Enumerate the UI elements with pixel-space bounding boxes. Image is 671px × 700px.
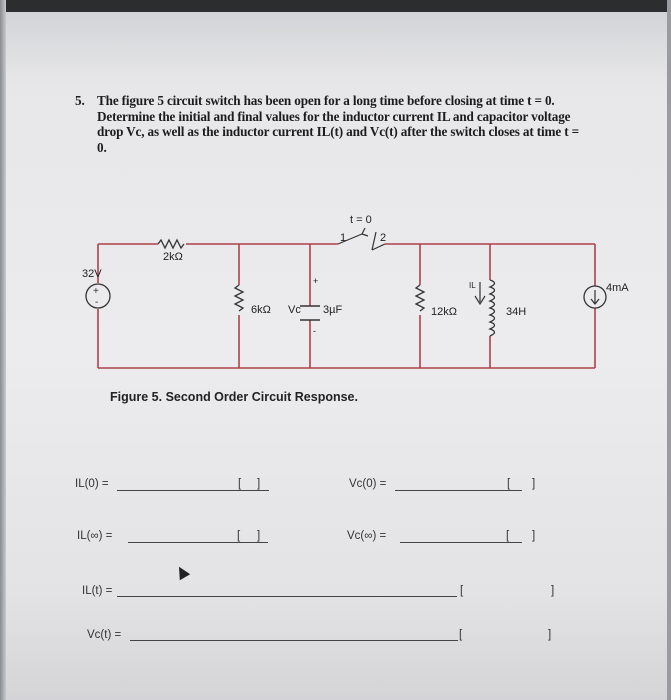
svg-text:+: + [93, 286, 99, 297]
question-line: Determine the initial and final values for the inductor current IL and capacitor voltage [97, 108, 571, 124]
bracket-close: ] [257, 478, 261, 490]
switch-pos2-label: 2 [380, 232, 387, 244]
vct-label: Vc(t) = [87, 629, 122, 641]
resistor-6k [235, 285, 243, 311]
cap-voltage-label: Vc [288, 304, 301, 316]
cap-plus-label: + [313, 276, 319, 286]
vcinf-label: Vc(∞) = [347, 530, 387, 542]
bracket-close: ] [532, 478, 536, 490]
bracket-close: ] [532, 530, 536, 542]
r-series-label: 2kΩ [163, 251, 183, 263]
bracket-open: [ [237, 530, 241, 542]
ilt-label: IL(t) = [82, 585, 113, 597]
inductor-label: 34H [506, 306, 527, 318]
bracket-close: ] [257, 530, 261, 542]
vc0-answer-line[interactable] [395, 490, 522, 491]
resistor-12k [416, 285, 424, 311]
bracket-open: [ [238, 478, 242, 490]
figure-caption: Figure 5. Second Order Circuit Response. [110, 390, 358, 404]
r-12k-label: 12kΩ [431, 306, 457, 318]
inductor-icon [490, 280, 495, 336]
question-line: 0. [97, 139, 107, 155]
vc0-label: Vc(0) = [349, 478, 387, 490]
vct-answer-line[interactable] [130, 640, 458, 641]
capacitor-icon [300, 306, 320, 320]
current-source-label: 4mA [606, 282, 629, 294]
bracket-open: [ [507, 478, 511, 490]
cap-value-label: 3µF [323, 304, 343, 316]
vcinf-answer-line[interactable] [400, 542, 522, 543]
il0-label: IL(0) = [75, 478, 109, 490]
ilinf-label: IL(∞) = [77, 530, 113, 542]
il0-answer-line[interactable] [117, 490, 269, 491]
current-source-icon [584, 286, 606, 308]
bracket-open: [ [506, 530, 510, 542]
il-label: IL [469, 281, 476, 290]
svg-text:-: - [95, 297, 99, 308]
voltage-source-icon [86, 284, 110, 308]
cap-minus-label: - [313, 326, 316, 336]
question-line: drop Vc, as well as the inductor current IL(t) and Vc(t) after the switch closes at time t = [97, 124, 579, 140]
question-number: 5. [75, 93, 85, 108]
switch-pos1-label: 1 [340, 232, 347, 244]
resistor-2k [158, 240, 184, 248]
switch-time-label: t = 0 [350, 214, 372, 226]
bracket-open: [ [459, 629, 463, 641]
r-6k-label: 6kΩ [251, 304, 271, 316]
question-line: The figure 5 circuit switch has been open for a long time before closing at time t = 0. [97, 93, 555, 108]
voltage-source-label: 32V [82, 268, 102, 280]
ilinf-answer-line[interactable] [128, 542, 268, 543]
bracket-close: ] [548, 629, 552, 641]
bracket-open: [ [460, 585, 464, 597]
ilt-answer-line[interactable] [117, 596, 457, 597]
il-arrow-icon [475, 282, 485, 304]
bracket-close: ] [551, 585, 555, 597]
